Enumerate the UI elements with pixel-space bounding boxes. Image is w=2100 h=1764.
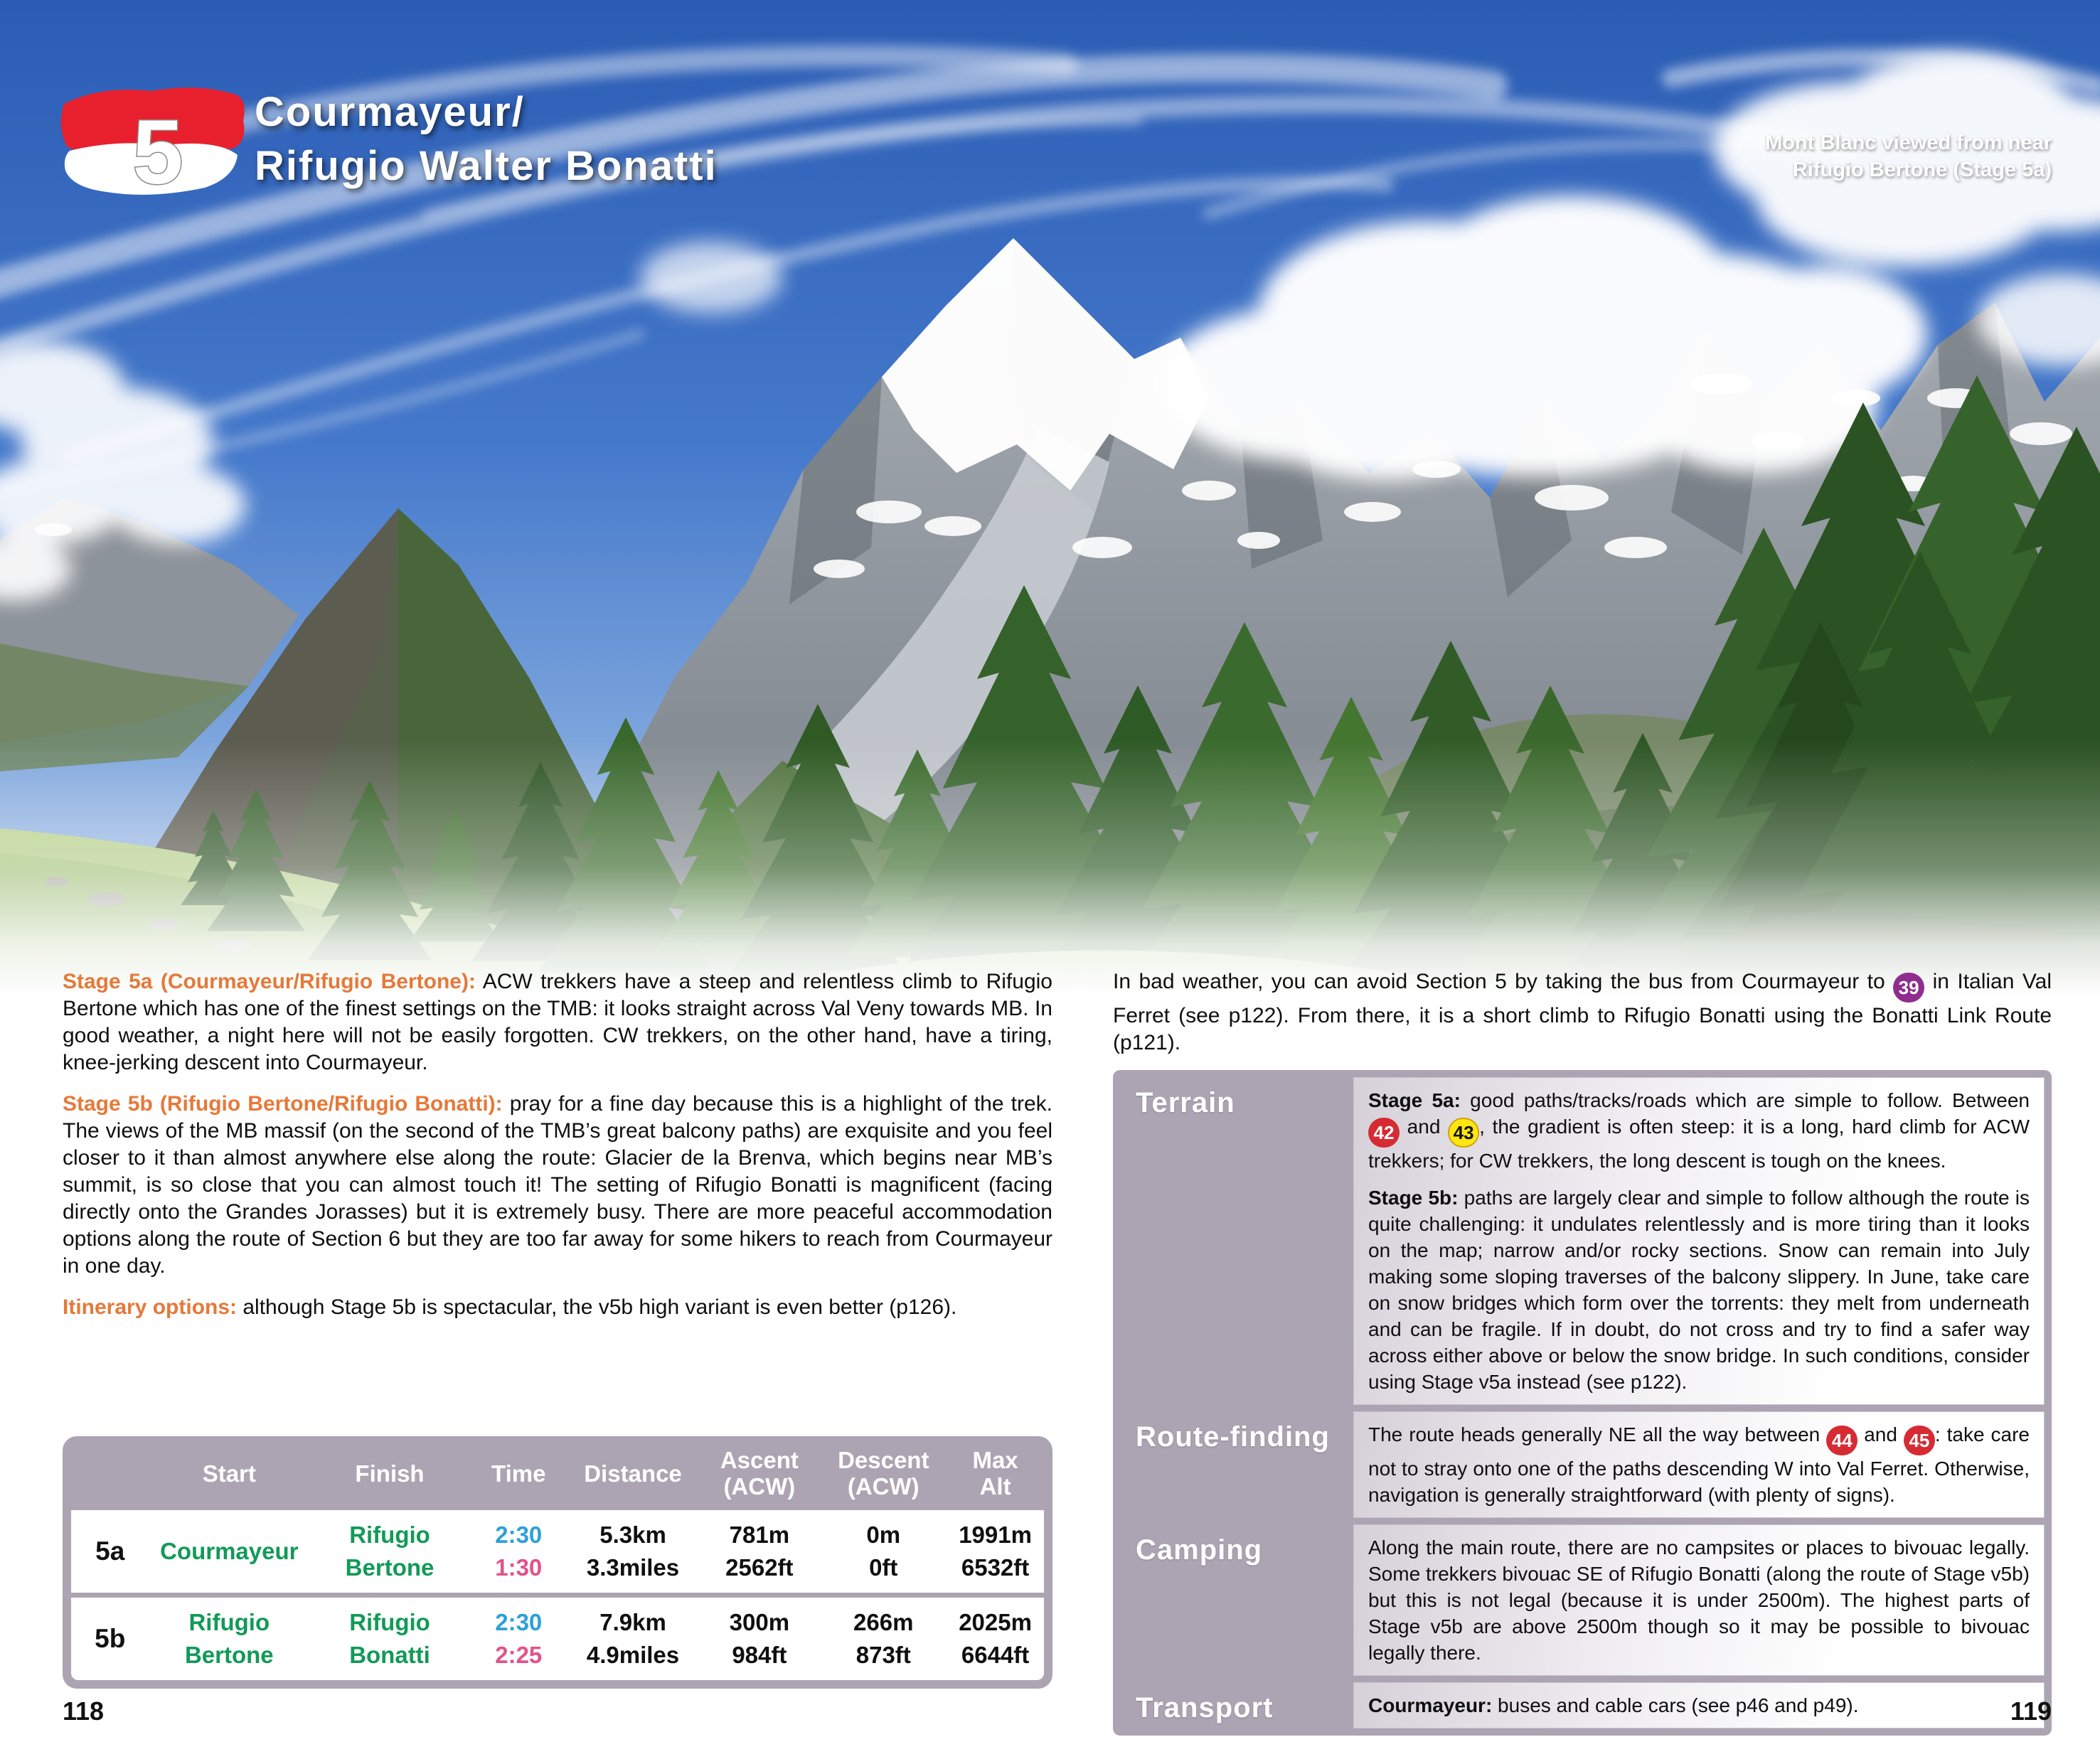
finish-cell: Rifugio Bonatti	[349, 1609, 430, 1668]
time-cell: 2:30 2:25	[495, 1609, 543, 1668]
route-finding-row	[1120, 1411, 2045, 1518]
start-cell: Courmayeur	[160, 1538, 299, 1564]
page-number-left: 118	[63, 1696, 105, 1726]
camping-row	[1120, 1524, 2045, 1676]
transport-content: Courmayeur: buses and cable cars (see p46 and p49).	[1353, 1682, 2045, 1728]
waypoint-badge-44: 44	[1826, 1426, 1858, 1455]
time-cell: 2:30 1:30	[495, 1522, 543, 1581]
camping-content: Along the main route, there are no campsites or places to bivouac legally. Some trekkers bivouac SE of Rifugio Bonatti (along the route of Stage v5b) but this is not legal (because it is under 2500m). The highest parts of Stage v5b are above 2500m though so it may be possible to bivouac legally there.	[1353, 1524, 2045, 1676]
photo-caption: Mont Blanc viewed from near Rifugio Bertone (Stage 5a)	[1765, 132, 2052, 181]
itinerary-options-heading: Itinerary options:	[63, 1295, 238, 1319]
stage-5b-paragraph: Stage 5b (Rifugio Bertone/Rifugio Bonatti): pray for a fine day because this is a highlight of the trek. The views of the MB massif (on the second of the TMB’s great balcony paths) are exquisite and you feel closer to it than almost anywhere else along the route: Glacier de la Brenva, which begins near MB’s summit, is so close that you can almost touch it! The setting of Rifugio Bonatti is magnificent (facing directly onto the Grandes Jorasses) but it is extremely busy. There are more peaceful accommodation options along the route of Section 6 but they are too far away for some hikers to reach from Courmayeur in one day.	[63, 1092, 1052, 1278]
ascent-cell: 300m 984ft	[729, 1609, 790, 1668]
ascent-cell: 781m 2562ft	[725, 1522, 794, 1581]
bad-weather-paragraph: In bad weather, you can avoid Section 5 by taking the bus from Courmayeur to 39 in Italian Val Ferret (see p122). From there, it is a short climb to Rifugio Bonatti using the Bonatti Link Route (p121).	[1113, 970, 2052, 1054]
stage-5b-heading: Stage 5b (Rifugio Bertone/Rifugio Bonatti):	[63, 1092, 503, 1116]
max-alt-cell: 2025m 6644ft	[959, 1609, 1032, 1668]
transport-label: Transport	[1136, 1692, 1274, 1723]
section-number: 5	[132, 102, 183, 203]
camping-label: Camping	[1136, 1534, 1263, 1566]
stage-5a-heading: Stage 5a (Courmayeur/Rifugio Bertone):	[63, 970, 476, 993]
left-text-column	[63, 968, 1052, 1321]
right-text-column	[1113, 968, 2052, 1057]
start-cell: Rifugio Bertone	[184, 1609, 274, 1668]
descent-cell: 0m 0ft	[866, 1522, 901, 1581]
table-row-5b	[71, 1593, 1044, 1680]
waypoint-badge-43: 43	[1448, 1118, 1479, 1148]
descent-cell: 266m 873ft	[853, 1609, 914, 1668]
stage-id: 5a	[95, 1536, 125, 1566]
page-number-right: 119	[2010, 1696, 2052, 1726]
waypoint-badge-39: 39	[1893, 973, 1924, 1003]
max-alt-cell: 1991m 6532ft	[959, 1522, 1032, 1581]
section-badge	[51, 77, 265, 226]
terrain-content: Stage 5a: good paths/tracks/roads which are simple to follow. Between 42 and 43 , the gradient is often steep: it is a long, hard climb for ACW trekkers; for CW trekkers, the long descent is tough on the knees. Stage 5b: paths are largely clear and simple to follow although the route is quite challenging: it undulates relentlessly and is more tiring than it looks on the map; narrow and/or rocky sections. Snow can remain into July making some sloping traverses of the balcony slippery. In June, take care on snow bridges which form over the torrents: they melt from underneath and can be fragile. If in doubt, do not cross and try to find a safer way across either above or below the snow bridge. In such conditions, consider using Stage v5a instead (see p122).	[1353, 1077, 2045, 1405]
page-title	[255, 85, 718, 193]
route-finding-content: The route heads generally NE all the way between 44 and 45 : take care not to stray onto one of the paths descending W into Val Ferret. Otherwise, navigation is generally straightforward (with plenty of signs).	[1353, 1411, 2045, 1518]
distance-cell: 5.3km 3.3miles	[586, 1522, 680, 1581]
waypoint-badge-45: 45	[1904, 1426, 1935, 1455]
stage-stats-table	[63, 1436, 1052, 1689]
terrain-label: Terrain	[1136, 1087, 1235, 1118]
col-max-alt: Max Alt	[972, 1447, 1018, 1500]
stage-id: 5b	[95, 1624, 126, 1653]
col-distance: Distance	[584, 1460, 682, 1487]
col-finish: Finish	[355, 1460, 425, 1487]
col-start: Start	[202, 1460, 256, 1487]
page-title-line2: Rifugio Walter Bonatti	[255, 143, 718, 189]
itinerary-options-paragraph: Itinerary options: although Stage 5b is spectacular, the v5b high variant is even better (p126).	[63, 1295, 957, 1319]
section-info-table	[1113, 1070, 2052, 1736]
col-time: Time	[491, 1460, 546, 1487]
waypoint-badge-42: 42	[1368, 1118, 1400, 1148]
col-descent: Descent (ACW)	[838, 1447, 929, 1500]
distance-cell: 7.9km 4.9miles	[586, 1609, 680, 1668]
table-row-5a	[71, 1510, 1044, 1593]
transport-row	[1120, 1682, 2045, 1728]
page-title-line1: Courmayeur/	[255, 89, 525, 135]
stage-table-body	[71, 1510, 1044, 1680]
finish-cell: Rifugio Bertone	[345, 1522, 435, 1581]
stage-5a-paragraph: Stage 5a (Courmayeur/Rifugio Bertone): ACW trekkers have a steep and relentless climb to Rifugio Bertone which has one of the finest settings on the TMB: it looks straight across Val Veny towards MB. In good weather, a night here will not be easily forgotten. CW trekkers, on the other hand, have a tiring, knee-jerking descent into Courmayeur.	[63, 970, 1052, 1074]
terrain-row	[1120, 1077, 2045, 1405]
stage-table-header	[71, 1436, 1044, 1510]
col-ascent: Ascent (ACW)	[720, 1447, 799, 1500]
route-finding-label: Route-finding	[1136, 1421, 1330, 1453]
